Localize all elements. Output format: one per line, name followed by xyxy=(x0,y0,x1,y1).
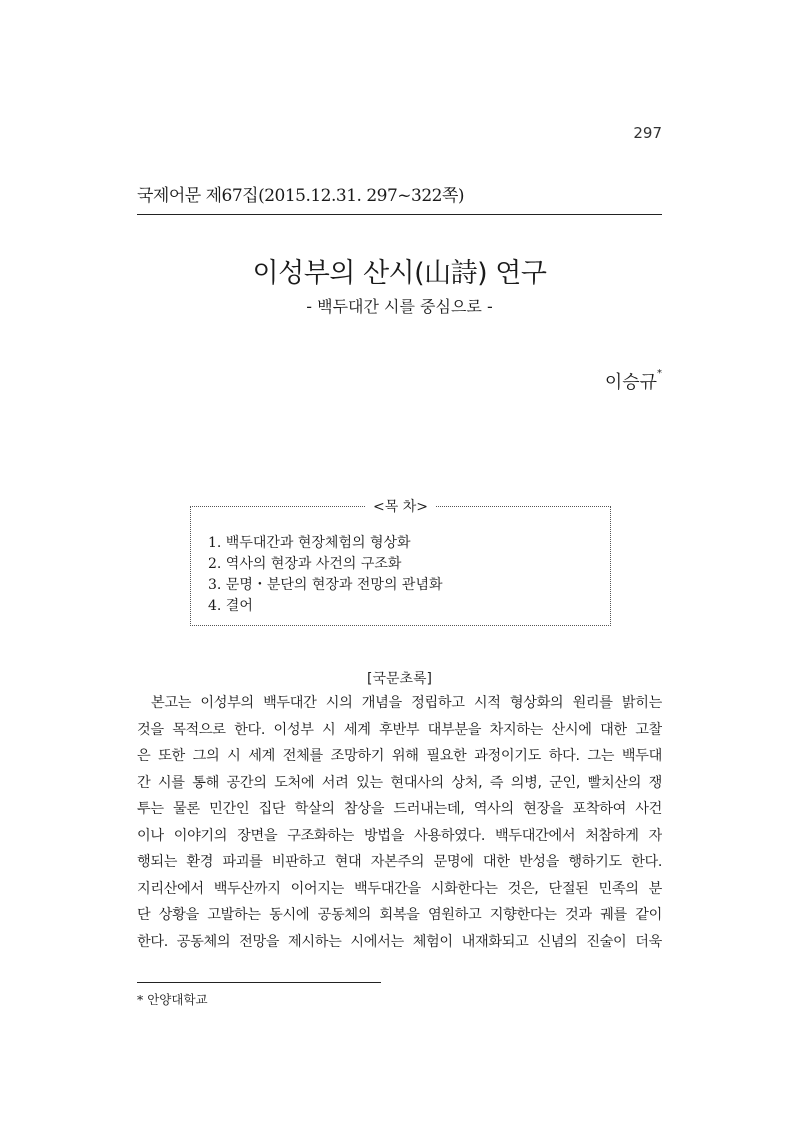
author xyxy=(500,368,662,394)
abstract-line: 투는 물론 민간인 집단 학살의 참상을 드러내는데, 역사의 현장을 포착하여 사건 xyxy=(137,801,662,817)
author-footnote-mark: * xyxy=(657,368,662,379)
abstract-line: 단 상황을 고발하는 동시에 공동체의 회복을 염원하고 지향한다는 것과 궤를 같이 xyxy=(137,907,662,923)
abstract-line: 간 시를 통해 공간의 도처에 서려 있는 현대사의 상처, 즉 의병, 군인, 빨치산의 쟁 xyxy=(137,774,662,791)
journal-header: 국제어문 제67집(2015.12.31. 297~322쪽) xyxy=(137,186,465,206)
abstract-line: 지리산에서 백두산까지 이어지는 백두대간을 시화한다는 것은, 단절된 민족의 분 xyxy=(137,880,662,897)
abstract-line: 한다. 공동체의 전망을 제시하는 시에서는 체험이 내재화되고 신념의 진술이 더욱 xyxy=(137,933,662,950)
abstract-body xyxy=(137,690,662,955)
article-subtitle: - 백두대간 시를 중심으로 - xyxy=(306,297,493,316)
abstract-line: 은 또한 그의 시 세계 전체를 조망하기 위해 필요한 과정이기도 하다. 그는 백두대 xyxy=(137,748,662,764)
author-name: 이승규 xyxy=(604,372,657,393)
abstract-heading: [국문초록] xyxy=(366,671,433,687)
abstract-line: 본고는 이성부의 백두대간 시의 개념을 정립하고 시적 형상화의 원리를 밝히는 xyxy=(151,695,662,711)
header-rule xyxy=(137,214,662,215)
article-title: 이성부의 산시(山詩) 연구 xyxy=(252,258,547,289)
toc-item: 3. 문명・분단의 현장과 전망의 관념화 xyxy=(208,577,443,593)
toc-item: 1. 백두대간과 현장체험의 형상화 xyxy=(208,535,411,551)
abstract-line: 행되는 환경 파괴를 비판하고 현대 자본주의 문명에 대한 반성을 행하기도 한다. xyxy=(137,854,662,870)
toc-item: 2. 역사의 현장과 사건의 구조화 xyxy=(208,556,402,572)
toc-heading-wrap xyxy=(191,496,610,516)
toc-heading: <목 차> xyxy=(365,499,436,515)
toc-list xyxy=(208,533,443,617)
abstract-line: 이나 이야기의 장면을 구조화하는 방법을 사용하였다. 백두대간에서 처참하게 자 xyxy=(137,827,662,844)
abstract-line: 것을 목적으로 한다. 이성부 시 세계 후반부 대부분을 차지하는 산시에 대한 고찰 xyxy=(137,721,662,738)
toc-item: 4. 결어 xyxy=(208,598,253,614)
footnote-affiliation: * 안양대학교 xyxy=(137,992,208,1007)
table-of-contents xyxy=(190,499,611,626)
page-number: 297 xyxy=(633,124,662,142)
footnote-rule xyxy=(137,982,381,983)
